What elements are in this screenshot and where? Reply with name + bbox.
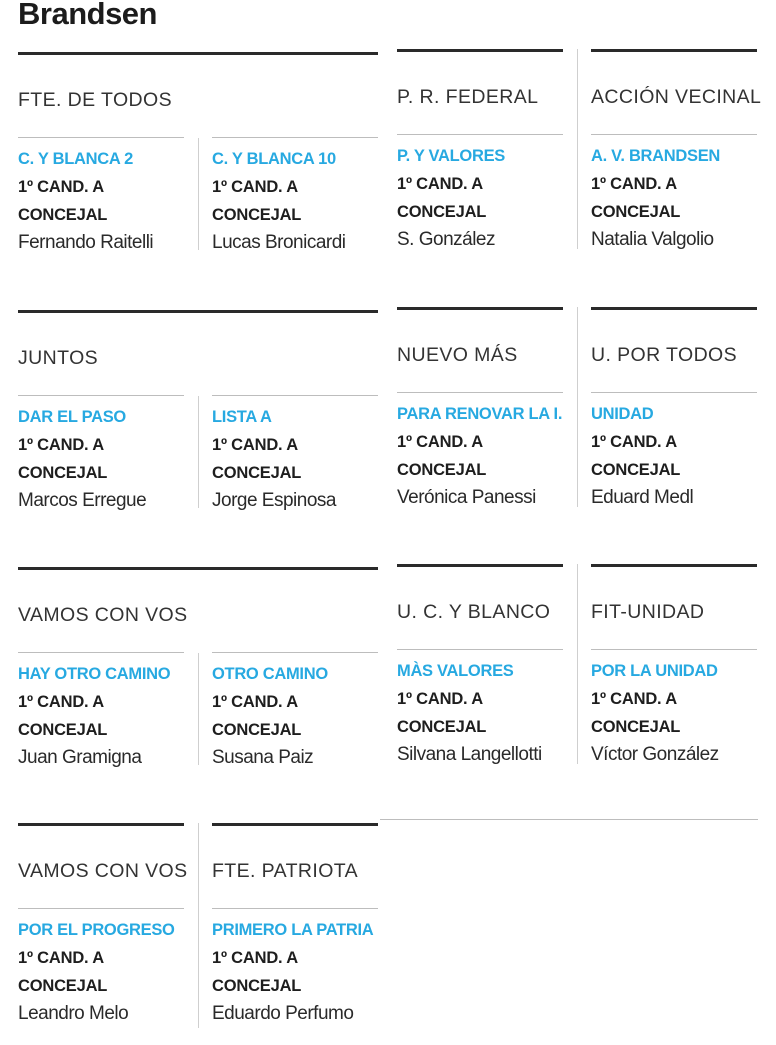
candidate-role: 1º CAND. A	[212, 436, 298, 454]
list-name: OTRO CAMINO	[212, 665, 328, 683]
list-name: PRIMERO LA PATRIA	[212, 921, 374, 939]
candidate-role: CONCEJAL	[212, 721, 302, 739]
candidate-role: 1º CAND. A	[18, 436, 104, 454]
list-name: LISTA A	[212, 408, 272, 426]
list-name: POR EL PROGRESO	[18, 921, 175, 939]
candidate-name: Leandro Melo	[18, 1003, 129, 1024]
candidate-role: CONCEJAL	[397, 461, 487, 479]
section-rule	[397, 564, 563, 567]
candidate-role: 1º CAND. A	[397, 690, 483, 708]
section-rule	[397, 49, 563, 52]
list-name: A. V. BRANDSEN	[591, 147, 721, 165]
candidate-divider	[212, 137, 378, 138]
candidate-divider	[212, 652, 378, 653]
party-name: U. POR TODOS	[591, 344, 738, 366]
candidate-name: S. González	[397, 229, 495, 250]
party-name: ACCIÓN VECINAL	[591, 86, 762, 108]
candidate-card	[591, 657, 767, 769]
candidate-role: 1º CAND. A	[212, 693, 298, 711]
list-name: PARA RENOVAR LA I.	[397, 405, 563, 423]
candidate-role: CONCEJAL	[591, 203, 681, 221]
candidate-card	[397, 657, 573, 769]
candidate-role: CONCEJAL	[18, 977, 108, 995]
candidate-name: Víctor González	[591, 744, 719, 765]
candidate-name: Silvana Langellotti	[397, 744, 542, 765]
column-separator	[577, 307, 578, 507]
party-name: FTE. DE TODOS	[18, 89, 173, 111]
candidate-divider	[212, 908, 378, 909]
candidate-card	[212, 916, 388, 1028]
candidate-name: Verónica Panessi	[397, 487, 536, 508]
candidate-role: CONCEJAL	[397, 718, 487, 736]
section-rule	[591, 307, 757, 310]
party-name: FIT-UNIDAD	[591, 601, 705, 623]
candidate-role: CONCEJAL	[18, 464, 108, 482]
list-name: C. Y BLANCA 2	[18, 150, 133, 168]
section-rule	[18, 823, 184, 826]
candidate-divider	[18, 137, 184, 138]
column-separator	[198, 138, 199, 250]
candidate-card	[397, 142, 573, 254]
party-name: U. C. Y BLANCO	[397, 601, 551, 623]
list-name: C. Y BLANCA 10	[212, 150, 336, 168]
candidate-divider	[212, 395, 378, 396]
list-name: P. Y VALORES	[397, 147, 505, 165]
candidate-divider	[18, 395, 184, 396]
column-separator	[198, 396, 199, 508]
party-name: VAMOS CON VOS	[18, 604, 188, 626]
section-rule	[591, 564, 757, 567]
candidate-name: Jorge Espinosa	[212, 490, 336, 511]
candidate-role: CONCEJAL	[18, 206, 108, 224]
candidate-divider	[591, 649, 757, 650]
candidate-divider	[397, 134, 563, 135]
candidate-divider	[18, 652, 184, 653]
list-name: POR LA UNIDAD	[591, 662, 718, 680]
column-separator	[198, 653, 199, 765]
candidate-role: CONCEJAL	[397, 203, 487, 221]
candidate-name: Marcos Erregue	[18, 490, 147, 511]
candidate-name: Natalia Valgolio	[591, 229, 714, 250]
section-rule	[18, 567, 378, 570]
candidate-role: 1º CAND. A	[591, 690, 677, 708]
candidate-card	[212, 403, 388, 515]
candidate-name: Eduardo Perfumo	[212, 1003, 354, 1024]
page-title: Brandsen	[18, 0, 157, 31]
candidate-card	[18, 403, 194, 515]
candidate-role: CONCEJAL	[591, 718, 681, 736]
section-rule	[18, 52, 378, 55]
candidate-card	[18, 660, 194, 772]
candidate-card	[18, 916, 194, 1028]
candidate-name: Fernando Raitelli	[18, 232, 154, 253]
candidate-divider	[591, 392, 757, 393]
party-name: P. R. FEDERAL	[397, 86, 539, 108]
list-name: UNIDAD	[591, 405, 654, 423]
candidate-role: CONCEJAL	[212, 977, 302, 995]
column-separator	[198, 823, 199, 1028]
candidate-role: CONCEJAL	[212, 206, 302, 224]
candidate-card	[591, 142, 767, 254]
candidate-role: 1º CAND. A	[397, 433, 483, 451]
candidate-divider	[18, 908, 184, 909]
candidate-divider	[397, 649, 563, 650]
column-separator	[577, 564, 578, 764]
candidate-divider	[591, 134, 757, 135]
party-name: NUEVO MÁS	[397, 344, 518, 366]
candidate-name: Susana Paiz	[212, 747, 314, 768]
party-name: VAMOS CON VOS	[18, 860, 188, 882]
candidate-role: 1º CAND. A	[591, 175, 677, 193]
candidate-role: CONCEJAL	[591, 461, 681, 479]
section-rule	[212, 823, 378, 826]
candidate-role: 1º CAND. A	[212, 949, 298, 967]
candidate-card	[212, 660, 388, 772]
party-name: JUNTOS	[18, 347, 99, 369]
candidate-name: Lucas Bronicardi	[212, 232, 346, 253]
list-name: MÀS VALORES	[397, 662, 514, 680]
candidate-name: Eduard Medl	[591, 487, 694, 508]
candidate-role: 1º CAND. A	[18, 178, 104, 196]
party-name: FTE. PATRIOTA	[212, 860, 359, 882]
candidate-divider	[397, 392, 563, 393]
candidate-card	[591, 400, 767, 512]
column-separator	[577, 49, 578, 249]
candidate-role: 1º CAND. A	[18, 693, 104, 711]
candidate-role: CONCEJAL	[18, 721, 108, 739]
candidate-card	[397, 400, 573, 512]
section-rule	[380, 819, 758, 820]
list-name: HAY OTRO CAMINO	[18, 665, 171, 683]
candidate-role: CONCEJAL	[212, 464, 302, 482]
candidate-card	[18, 145, 194, 257]
list-name: DAR EL PASO	[18, 408, 126, 426]
candidate-role: 1º CAND. A	[397, 175, 483, 193]
candidate-role: 1º CAND. A	[18, 949, 104, 967]
candidate-name: Juan Gramigna	[18, 747, 142, 768]
candidate-role: 1º CAND. A	[212, 178, 298, 196]
section-rule	[397, 307, 563, 310]
section-rule	[18, 310, 378, 313]
section-rule	[591, 49, 757, 52]
candidate-card	[212, 145, 388, 257]
candidate-role: 1º CAND. A	[591, 433, 677, 451]
